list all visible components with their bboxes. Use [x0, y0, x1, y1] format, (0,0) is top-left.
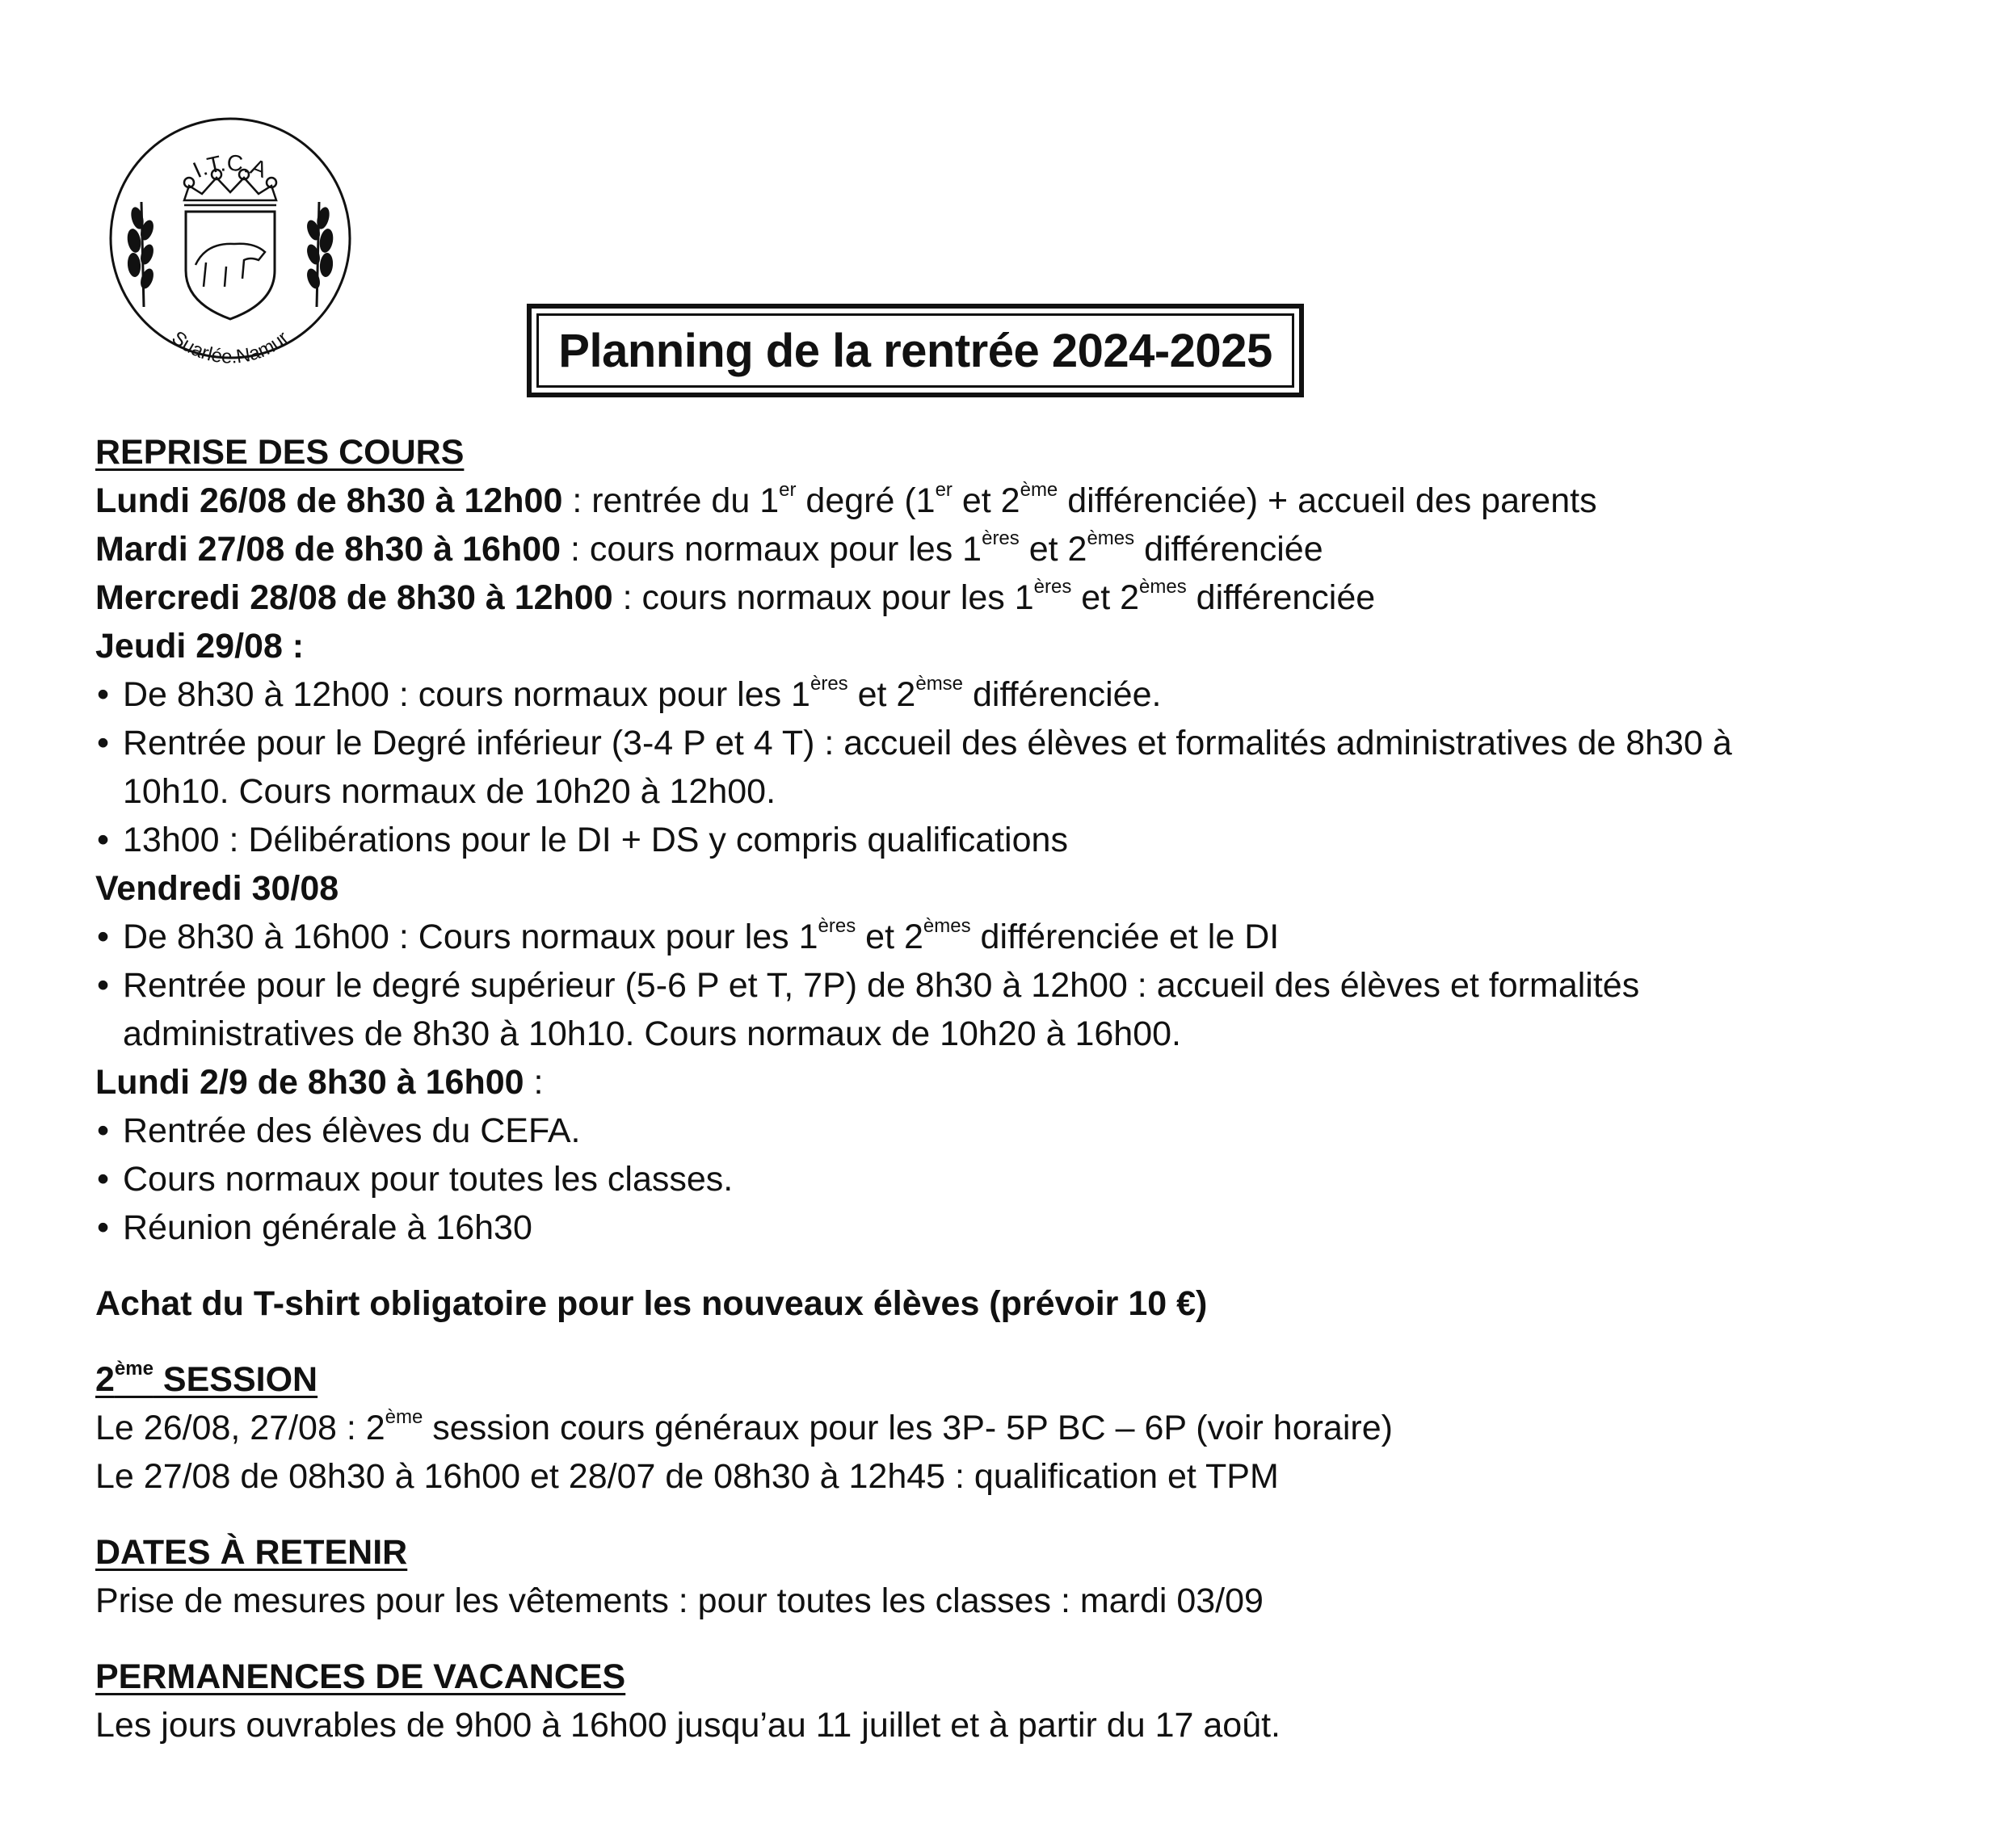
text: : cours normaux pour les 1 [612, 578, 1034, 617]
text: différenciée et le DI [970, 918, 1280, 956]
bullet: • [97, 966, 110, 1005]
superscript: èmes [923, 915, 971, 937]
text: degré (1 [796, 481, 936, 520]
text: différenciée. [963, 675, 1162, 714]
list-item [95, 1107, 1953, 1155]
text: et 2 [856, 918, 923, 956]
text: De 8h30 à 12h00 : cours normaux pour les 1 [123, 675, 810, 714]
list-item [95, 1155, 1953, 1203]
superscript: ères [982, 527, 1020, 549]
text: SESSION [153, 1360, 318, 1399]
bullet: • [97, 724, 110, 762]
title-inner-frame [536, 313, 1294, 388]
list-item [95, 1203, 1953, 1252]
superscript: èmse [915, 673, 964, 695]
title-frame [527, 304, 1304, 397]
list-item-continuation: 10h10. Cours normaux de 10h20 à 12h00. [123, 772, 776, 811]
day-lundi: Lundi 26/08 de 8h30 à 12h00 [95, 481, 563, 520]
superscript: èmes [1087, 527, 1135, 549]
document-body [95, 428, 1953, 1749]
line-lundi2 [95, 1058, 1953, 1107]
text: Rentrée pour le Degré inférieur (3-4 P et 4 T) : accueil des élèves et formalités administratives de 8h30 à [123, 724, 1732, 762]
line-mardi [95, 525, 1953, 573]
text: Réunion générale à 16h30 [123, 1208, 532, 1247]
heading-permanences: PERMANENCES DE VACANCES [95, 1657, 626, 1696]
text: De 8h30 à 16h00 : Cours normaux pour les 1 [123, 918, 818, 956]
school-logo [105, 113, 355, 363]
bullet: • [97, 1111, 110, 1150]
heading-session2 [95, 1355, 1953, 1404]
logo-top-text: I.T.C.A [189, 149, 271, 183]
superscript: èmes [1139, 576, 1187, 598]
text: Le 26/08, 27/08 : 2 [95, 1409, 385, 1447]
superscript: ères [818, 915, 856, 937]
bullet: • [97, 1208, 110, 1247]
list-item [95, 670, 1953, 719]
line-lundi [95, 477, 1953, 525]
bullet: • [97, 675, 110, 714]
tshirt-notice: Achat du T-shirt obligatoire pour les nouveaux élèves (prévoir 10 €) [95, 1284, 1208, 1323]
permanences-line-1: Les jours ouvrables de 9h00 à 16h00 jusqu’au 11 juillet et à partir du 17 août. [95, 1706, 1281, 1745]
list-item-continuation: administratives de 8h30 à 10h10. Cours normaux de 10h20 à 16h00. [123, 1014, 1181, 1053]
text: 2 [95, 1360, 115, 1399]
dates-line-1: Prise de mesures pour les vêtements : pour toutes les classes : mardi 03/09 [95, 1581, 1264, 1620]
day-lundi2: Lundi 2/9 de 8h30 à 16h00 [95, 1063, 524, 1102]
day-vendredi: Vendredi 30/08 [95, 869, 339, 908]
text: Rentrée des élèves du CEFA. [123, 1111, 581, 1150]
list-item [95, 913, 1953, 961]
heading-reprise: REPRISE DES COURS [95, 433, 465, 472]
text: et 2 [847, 675, 916, 714]
bullet: • [97, 1160, 110, 1199]
page-title: Planning de la rentrée 2024-2025 [558, 324, 1272, 377]
text: : [524, 1063, 544, 1102]
heading-dates: DATES À RETENIR [95, 1533, 408, 1572]
superscript: er [935, 479, 953, 501]
text: différenciée [1134, 530, 1323, 569]
logo-bottom-text: Suarlée.Namur [167, 326, 293, 363]
text: et 2 [1019, 530, 1087, 569]
text: session cours généraux pour les 3P- 5P BC – 6P (voir horaire) [423, 1409, 1393, 1447]
text: différenciée) + accueil des parents [1058, 481, 1597, 520]
text: Cours normaux pour toutes les classes. [123, 1160, 734, 1199]
superscript: er [779, 479, 797, 501]
text: et 2 [952, 481, 1020, 520]
superscript: ème [1020, 479, 1058, 501]
wheat-icon [126, 202, 335, 307]
text: 13h00 : Délibérations pour le DI + DS y compris qualifications [123, 821, 1068, 859]
text: : cours normaux pour les 1 [561, 530, 982, 569]
text: : rentrée du 1 [562, 481, 780, 520]
day-jeudi: Jeudi 29/08 : [95, 627, 305, 666]
session2-line-2: Le 27/08 de 08h30 à 16h00 et 28/07 de 08h30 à 12h45 : qualification et TPM [95, 1457, 1279, 1496]
bullet: • [97, 918, 110, 956]
list-item [95, 961, 1953, 1010]
list-item [95, 816, 1953, 864]
superscript: ème [114, 1358, 153, 1380]
day-mercredi: Mercredi 28/08 de 8h30 à 12h00 [95, 578, 613, 617]
superscript: ères [810, 673, 848, 695]
line-mercredi [95, 573, 1953, 622]
list-item [95, 719, 1953, 767]
text: et 2 [1071, 578, 1140, 617]
shield-icon [186, 212, 275, 319]
superscript: ères [1033, 576, 1072, 598]
bullet: • [97, 821, 110, 859]
text: Rentrée pour le degré supérieur (5-6 P et T, 7P) de 8h30 à 12h00 : accueil des élèves et formalités [123, 966, 1640, 1005]
superscript: ème [385, 1406, 423, 1428]
text: différenciée [1186, 578, 1376, 617]
day-mardi: Mardi 27/08 de 8h30 à 16h00 [95, 530, 561, 569]
session2-line-1 [95, 1404, 1953, 1452]
